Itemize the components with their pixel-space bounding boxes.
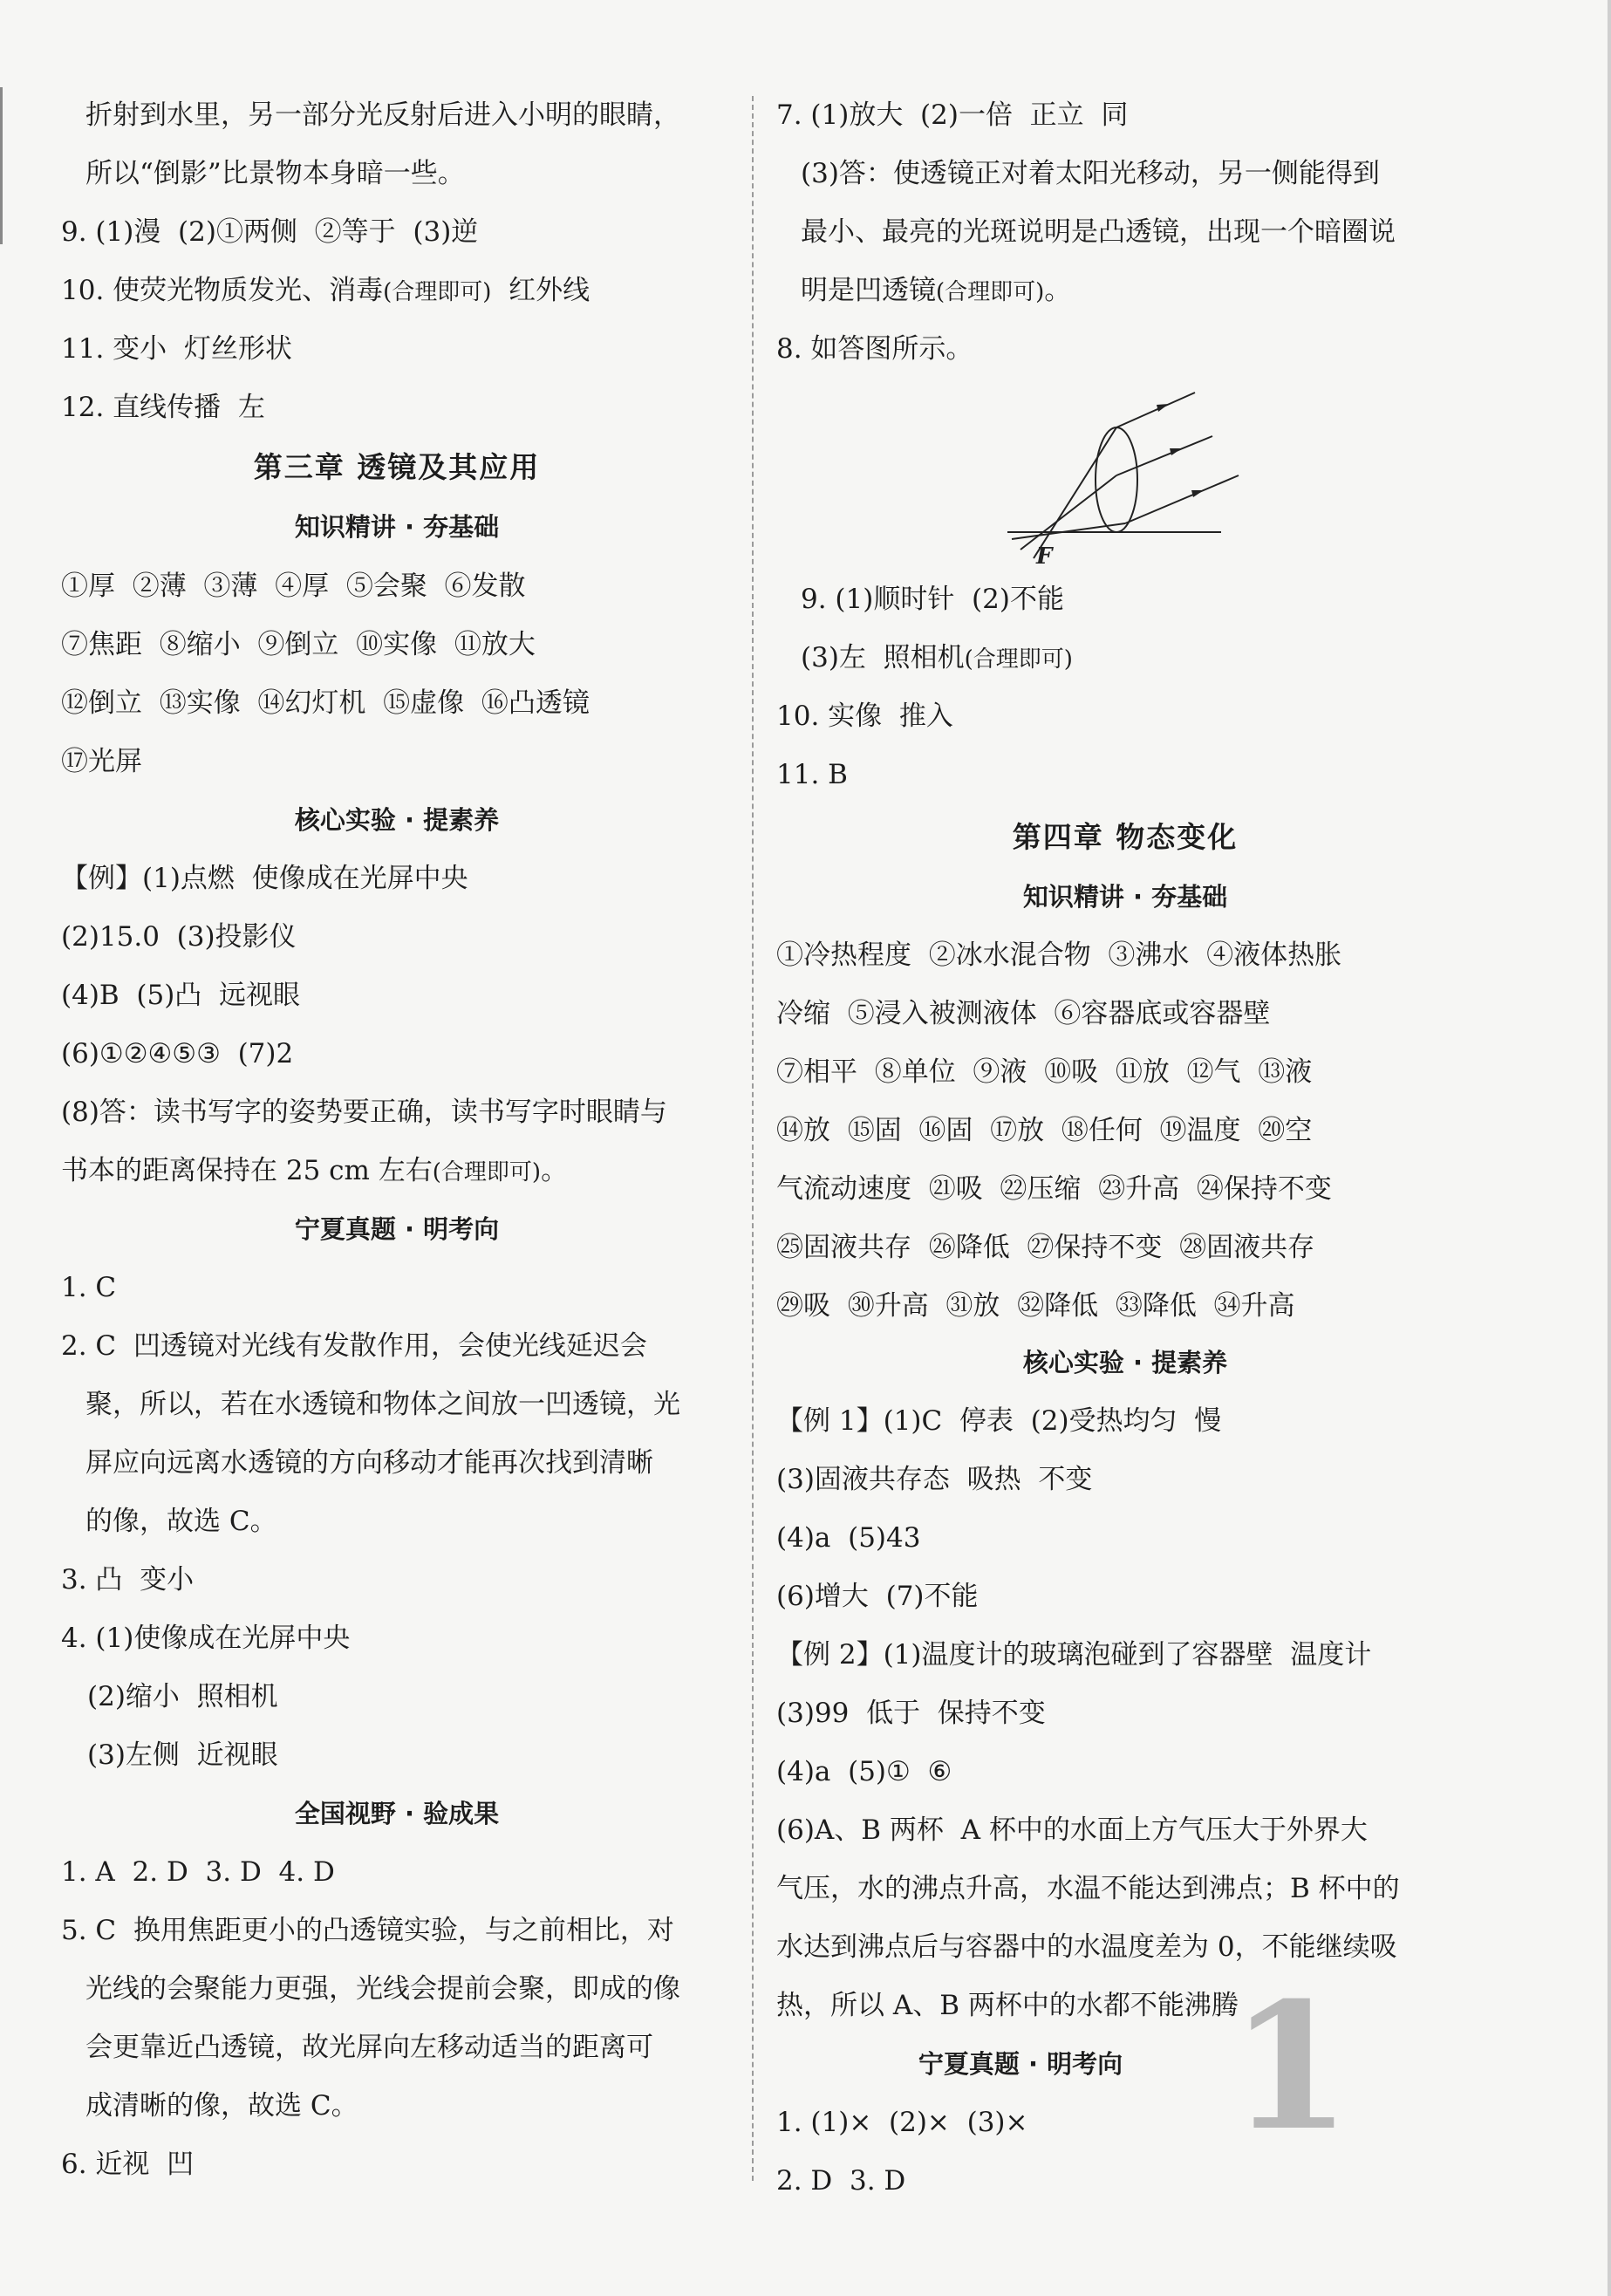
knowledge-line: ⑦焦距 ⑧缩小 ⑨倒立 ⑩实像 ⑪放大 [61, 629, 536, 660]
section-heading: 宁夏真题 · 明考向 [918, 2049, 1123, 2079]
refracted-ray [1034, 427, 1116, 558]
answer-line: 3. 凸 变小 [61, 1564, 195, 1596]
example-line: 水达到沸点后与容器中的水温度差为 0，不能继续吸 [776, 1931, 1397, 1963]
answer-line: (3)答：使透镜正对着太阳光移动，另一侧能得到 [801, 158, 1380, 189]
knowledge-line: ㉙吸 ㉚升高 ㉛放 ㉜降低 ㉝降低 ㉞升高 [776, 1290, 1295, 1322]
section-heading: 知识精讲 · 夯基础 [1022, 882, 1228, 912]
arrow-icon [1191, 490, 1204, 497]
answer-text: 10. 使荧光物质发光、消毒 [61, 275, 384, 306]
knowledge-line: 气流动速度 ㉑吸 ㉒压缩 ㉓升高 ㉔保持不变 [776, 1173, 1332, 1205]
answer-line: 5. C 换用焦距更小的凸透镜实验，与之前相比，对 [61, 1915, 674, 1946]
answer-line: 屏应向远离水透镜的方向移动才能再次找到清晰 [85, 1447, 653, 1479]
example-line: (6)A、B 两杯 A 杯中的水面上方气压大于外界大 [776, 1814, 1368, 1846]
left-edge-mark [0, 87, 3, 244]
arrow-icon [1157, 404, 1169, 412]
answer-text: 。 [541, 1155, 569, 1186]
answer-10 [61, 271, 590, 310]
note-text: (合理即可) [432, 1159, 542, 1186]
knowledge-line: ㉕固液共存 ㉖降低 ㉗保持不变 ㉘固液共存 [776, 1232, 1315, 1263]
answer-text: 红外线 [509, 275, 590, 306]
answer-line: 会更靠近凸透镜，故光屏向左移动适当的距离可 [85, 2032, 653, 2063]
convex-lens-ray-diagram [1003, 384, 1247, 576]
answer-line: 的像，故选 C。 [85, 1506, 277, 1537]
answer-10: 10. 实像 推入 [776, 700, 953, 732]
section-heading: 全国视野 · 验成果 [294, 1799, 500, 1828]
answer-text: 。 [1044, 275, 1072, 306]
knowledge-line: ⑭放 ⑮固 ⑯固 ⑰放 ⑱任何 ⑲温度 ⑳空 [776, 1115, 1313, 1146]
text-line: 所以“倒影”比景物本身暗一些。 [85, 158, 465, 189]
answer-line: 最小、最亮的光斑说明是凸透镜，出现一个暗圈说 [801, 216, 1396, 248]
chapter-4-title: 第四章 物态变化 [1012, 820, 1239, 854]
answer-12: 12. 直线传播 左 [61, 392, 265, 423]
answer-text: 明是凹透镜 [801, 275, 936, 306]
knowledge-line: ①冷热程度 ②冰水混合物 ③沸水 ④液体热胀 [776, 940, 1342, 971]
example-line: 气压，水的沸点升高，水温不能达到沸点；B 杯中的 [776, 1873, 1400, 1904]
answer-line: 2. D 3. D [776, 2165, 906, 2197]
example-line: (4)a (5)43 [776, 1522, 921, 1554]
answer-line: (3)左侧 近视眼 [87, 1739, 278, 1771]
answer-line [801, 639, 1073, 677]
note-text: (合理即可) [964, 646, 1073, 673]
answer-line: 2. C 凹透镜对光线有发散作用，会使光线延迟会 [61, 1330, 647, 1362]
note-text: (合理即可) [936, 279, 1045, 305]
right-edge-mark [1608, 0, 1611, 2296]
example-line [61, 1151, 568, 1190]
answer-line: 1. C [61, 1272, 117, 1303]
answer-line: 光线的会聚能力更强，光线会提前会聚，即成的像 [85, 1973, 680, 2005]
section-heading: 核心实验 · 提素养 [294, 805, 500, 835]
text-line: 折射到水里，另一部分光反射后进入小明的眼睛， [85, 99, 680, 131]
knowledge-line: ⑰光屏 [61, 746, 142, 777]
example-line: 【例 1】(1)C 停表 (2)受热均匀 慢 [776, 1405, 1222, 1437]
example-line: (4)B (5)凸 远视眼 [61, 980, 301, 1011]
answer-9: 9. (1)漫 (2)①两侧 ②等于 (3)逆 [61, 216, 479, 248]
answer-11: 11. B [776, 759, 848, 790]
section-heading: 核心实验 · 提素养 [1022, 1348, 1228, 1377]
arrow-icon [1170, 448, 1182, 455]
example-line: (3)固液共存态 吸热 不变 [776, 1464, 1093, 1495]
example-line: (6)①②④⑤③ (7)2 [61, 1038, 294, 1069]
incident-ray [1116, 393, 1195, 427]
answer-line: 6. 近视 凹 [61, 2149, 195, 2180]
section-heading: 宁夏真题 · 明考向 [294, 1214, 500, 1244]
answer-line: 4. (1)使像成在光屏中央 [61, 1623, 351, 1654]
incident-ray [1125, 475, 1239, 523]
knowledge-line: 冷缩 ⑤浸入被测液体 ⑥容器底或容器壁 [776, 998, 1271, 1029]
example-line: (4)a (5)① ⑥ [776, 1756, 952, 1787]
answer-text: 书本的距离保持在 25 cm 左右 [61, 1155, 433, 1186]
example-line: (8)答：读书写字的姿势要正确，读书写字时眼睛与 [61, 1097, 667, 1128]
section-heading: 知识精讲 · 夯基础 [294, 512, 500, 542]
answer-line: 1. A 2. D 3. D 4. D [61, 1856, 335, 1888]
note-text: (合理即可) [383, 279, 492, 305]
answer-8: 8. 如答图所示。 [776, 333, 973, 365]
answer-text: (3)左 照相机 [801, 642, 965, 673]
answer-line: 1. (1)× (2)× (3)× [776, 2107, 1028, 2138]
example-line: (2)15.0 (3)投影仪 [61, 921, 297, 953]
knowledge-line: ⑦相平 ⑧单位 ⑨液 ⑩吸 ⑪放 ⑫气 ⑬液 [776, 1056, 1313, 1088]
refracted-ray [1021, 475, 1116, 550]
example-line: 【例 2】(1)温度计的玻璃泡碰到了容器壁 温度计 [776, 1639, 1372, 1671]
example-line: 热，所以 A、B 两杯中的水都不能沸腾 [776, 1990, 1239, 2021]
answer-line: (2)缩小 照相机 [87, 1681, 278, 1712]
knowledge-line: ①厚 ②薄 ③薄 ④厚 ⑤会聚 ⑥发散 [61, 571, 526, 602]
answer-7: 7. (1)放大 (2)一倍 正立 同 [776, 99, 1129, 131]
lens-outline [1096, 427, 1137, 532]
answer-line: 成清晰的像，故选 C。 [85, 2090, 358, 2122]
answer-line [801, 271, 1071, 310]
chapter-3-title: 第三章 透镜及其应用 [253, 450, 541, 484]
column-divider [752, 96, 754, 2181]
example-line: (3)99 低于 保持不变 [776, 1698, 1046, 1729]
answer-line: 聚，所以，若在水透镜和物体之间放一凹透镜，光 [85, 1389, 680, 1420]
answer-11: 11. 变小 灯丝形状 [61, 333, 292, 365]
knowledge-line: ⑫倒立 ⑬实像 ⑭幻灯机 ⑮虚像 ⑯凸透镜 [61, 687, 590, 719]
page-marker: 1 [1230, 1965, 1352, 2170]
focus-label: F [1036, 543, 1053, 570]
example-line: 【例】(1)点燃 使像成在光屏中央 [61, 863, 468, 894]
example-line: (6)增大 (7)不能 [776, 1581, 979, 1612]
answer-9: 9. (1)顺时针 (2)不能 [801, 584, 1064, 615]
